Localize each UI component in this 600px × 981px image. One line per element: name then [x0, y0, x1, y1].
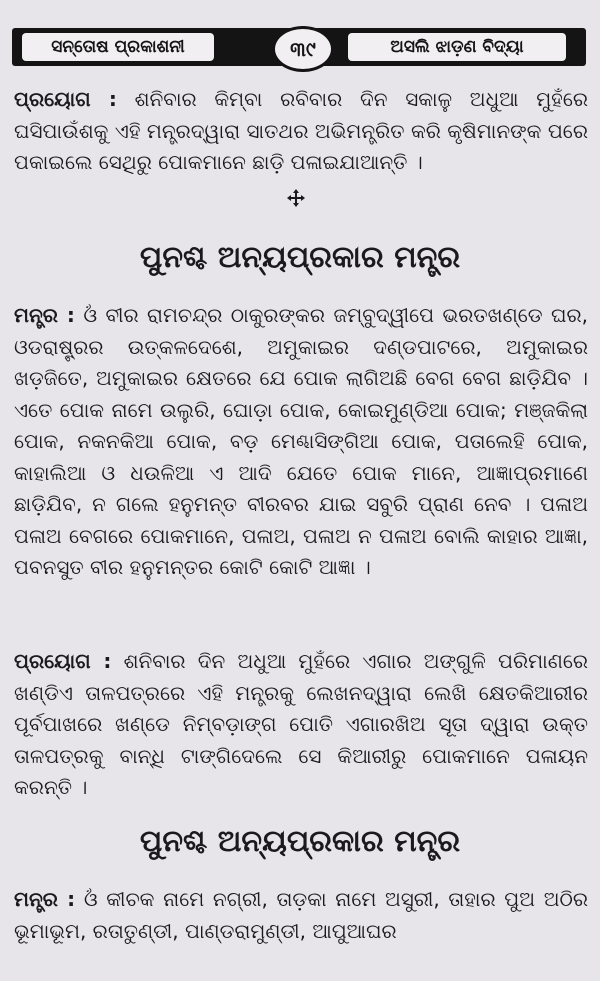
publisher-name: ସନ୍ତୋଷ ପ୍ରକାଶନୀ: [22, 33, 214, 61]
mantra-label: ମନ୍ତ୍ର :: [14, 887, 76, 911]
prayoga-text: ଶନିବାର ଦିନ ଅଧୁଆ ମୁହଁରେ ଏଗାର ଅଙ୍ଗୁଳି ପରିମାଣରେ ଖଣ୍ଡିଏ ତାଳପତ୍ରରେ ଏହି ମନ୍ତ୍ରକୁ ଲେଖନଦ୍ୱାରା ଲେଖି କ୍ଷେତକିଆରୀର ପୂର୍ବପାଖରେ ଖଣ୍ଡେ ନିମ୍ବଡ଼ାଙ୍ଗ ପୋତି ଏଗାରଖିଅ ସୂତା ଦ୍ୱାରା ଉକ୍ତ ତାଳପତ୍ରକୁ ବାନ୍ଧି ଟାଙ୍ଗିଦେଲେ ସେ କିଆରୀରୁ ପୋକମାନେ ପଳାୟନ କରନ୍ତି ।: [14, 649, 588, 799]
mantra-paragraph-1: [14, 300, 588, 584]
move-cursor-icon: [286, 188, 306, 208]
prayoga-label: ପ୍ରୟୋଗ :: [14, 649, 112, 673]
prayoga-text: ଶନିବାର କିମ୍ବା ରବିବାର ଦିନ ସକାଳୁ ଅଧୁଆ ମୁହଁରେ ଘସିପାଉଁଶକୁ ଏହି ମନ୍ତ୍ରଦ୍ୱାରା ସାତଥର ଅଭିମନ୍ତ୍ରିତ କରି କୃଷିମାନଙ୍କ ପରେ ପକାଇଲେ ସେଥିରୁ ପୋକମାନେ ଛାଡ଼ି ପଳାଇଯାଆନ୍ତି ।: [14, 87, 588, 174]
section-heading-2: ପୁନଶ୍ଚ ଅନ୍ୟପ୍ରକାର ମନ୍ତ୍ର: [139, 824, 461, 859]
book-title: ଅସଲି ଝାଡ଼ଣ ବିଦ୍ୟା: [348, 33, 566, 61]
mantra-paragraph-2: [14, 884, 588, 947]
mantra-text: ଓଁ କୀଚକ ନାମେ ନଗ୍ରୀ, ତାଡ଼କା ନାମେ ଅସୁରୀ, ତାହାର ପୁଅ ଅଠିର ଭୂମାଭୂମ, ରତାତୁଣ୍ଡୀ, ପାଣ୍ଡରାମୁଣ୍ଡୀ, ଆପୁଆଘର: [14, 887, 588, 943]
section-heading-1: ପୁନଶ୍ଚ ଅନ୍ୟପ୍ରକାର ମନ୍ତ୍ର: [139, 240, 461, 275]
page-header: [12, 28, 586, 66]
mantra-label: ମନ୍ତ୍ର :: [14, 303, 75, 327]
prayoga-paragraph-2: [14, 646, 588, 804]
mantra-text: ଓଁ ବୀର ରାମଚନ୍ଦ୍ର ଠାକୁରଙ୍କର ଜମ୍ବୁଦ୍ୱୀପେ ଭରତଖଣ୍ଡେ ଘର, ଓଡରାଷ୍ଟ୍ରର ଉତ୍କଳଦେଶେ, ଅମୁକାଇର ଦଣ୍ଡପାଟରେ, ଅମୁକାଇର ଖଡ଼ଜିତେ, ଅମୁକାଇର କ୍ଷେତରେ ଯେ ପୋକ ଲାଗିଅଛି ବେଗ ବେଗ ଛାଡ଼ିଯିବ । ଏତେ ପୋକ ନାମେ ଉଲୁରି, ଘୋଡ଼ା ପୋକ, କୋଇମୁଣ୍ଡିଆ ପୋକ; ମଞ୍ଜକିଲା ପୋକ, ନକନକିଆ ପୋକ, ବଡ଼ ମେଣ୍ଢାସିଙ୍ଗିଆ ପୋକ, ପତାଲେହି ପୋକ, କାହାଲିଆ ଓ ଧଉଳିଆ ଏ ଆଦି ଯେତେ ପୋକ ମାନେ, ଆଜ୍ଞାପ୍ରମାଣେ ଛାଡ଼ିଯିବ, ନ ଗଲେ ହନୁମନ୍ତ ବୀରବର ଯାଇ ସବୁରି ପ୍ରାଣ ନେବ । ପଳାଅ ପଳାଅ ବେଗରେ ପୋକମାନେ, ପଳାଅ, ପଳାଅ ନ ପଳାଅ ବୋଲି କାହାର ଆଜ୍ଞା, ପବନସୁତ ବୀର ହନୁମନ୍ତର କୋଟି କୋଟି ଆଜ୍ଞା ।: [14, 303, 588, 579]
page-number: ୩୯: [272, 26, 334, 72]
prayoga-label: ପ୍ରୟୋଗ :: [14, 87, 117, 111]
prayoga-paragraph-1: [14, 84, 588, 179]
